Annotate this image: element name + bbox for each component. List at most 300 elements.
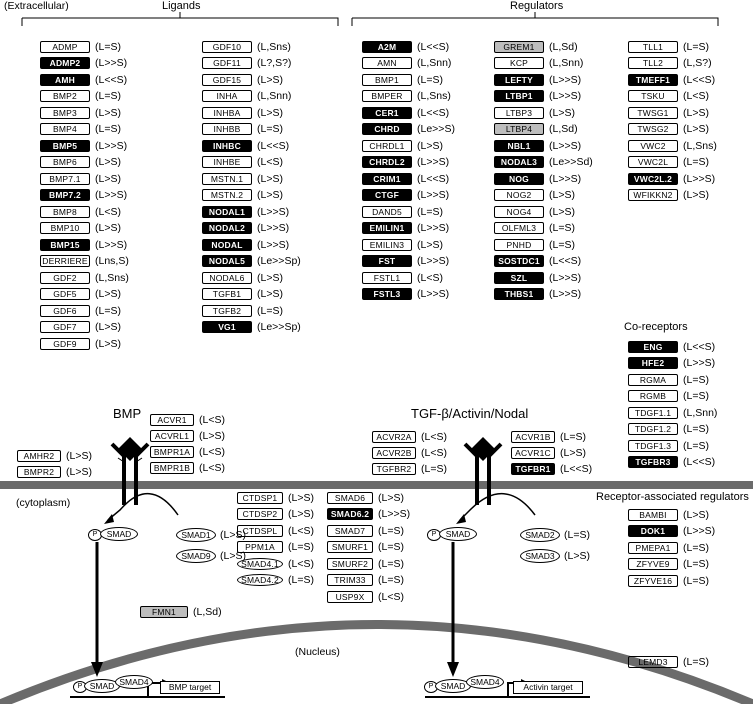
gene-expression-value: (L<<S) <box>560 462 593 475</box>
gene-row <box>494 171 581 186</box>
nucleus-label: (Nucleus) <box>295 646 340 658</box>
tgf-smad-oval: SMAD <box>439 527 477 541</box>
gene-row <box>327 523 404 538</box>
gene-box: ACVR1C <box>511 447 555 459</box>
gene-expression-value: (L<S) <box>421 446 447 459</box>
gene-row <box>202 320 301 335</box>
extracellular-label: (Extracellular) <box>4 0 69 12</box>
gene-row <box>362 270 443 285</box>
gene-row <box>40 89 121 104</box>
gene-box: INHBB <box>202 123 252 135</box>
gene-expression-value: (L=S) <box>417 205 443 218</box>
gene-row <box>494 221 575 236</box>
gene-row <box>202 303 283 318</box>
gene-row <box>372 461 447 476</box>
gene-box: GDF7 <box>40 321 90 333</box>
gene-expression-value: (L<<S) <box>683 456 716 468</box>
gene-box: OLFML3 <box>494 222 544 234</box>
gene-box: EMILIN1 <box>362 222 412 234</box>
tgf-phospho-arrow <box>460 494 535 520</box>
gene-box: BAMBI <box>628 509 678 521</box>
cytoplasm-label: (cytoplasm) <box>16 497 71 509</box>
gene-expression-value: (L=S) <box>560 430 586 443</box>
activin-target-box: Activin target <box>513 681 583 694</box>
gene-box: DERRIERE <box>40 255 90 267</box>
gene-box: INHBA <box>202 107 252 119</box>
gene-expression-value: (L=S) <box>549 222 575 234</box>
gene-expression-lemd3: (L=S) <box>683 655 709 668</box>
gene-box: GDF2 <box>40 272 90 284</box>
gene-row <box>40 171 121 186</box>
gene-row <box>362 122 455 137</box>
gene-expression-value: (L>>S) <box>683 172 716 185</box>
gene-row <box>628 138 717 153</box>
gene-expression-value: (L>S) <box>683 123 709 135</box>
gene-box: VG1 <box>202 321 252 333</box>
gene-expression-value: (Le>>Sd) <box>549 156 593 168</box>
gene-row <box>327 589 404 604</box>
gene-row <box>494 287 581 302</box>
gene-row <box>202 171 283 186</box>
gene-box: ACVR1B <box>511 431 555 443</box>
gene-box: TDGF1.3 <box>628 440 678 452</box>
bmp-phospho-arrow <box>108 494 178 520</box>
gene-expression-value: (L>S) <box>378 491 404 504</box>
gene-row <box>202 39 291 54</box>
gene-expression-value: (L,Sd) <box>549 123 578 135</box>
gene-row <box>327 540 404 555</box>
gene-expression-value: (L>>S) <box>683 357 716 369</box>
ligands-bracket <box>22 12 338 26</box>
gene-box: TWSG1 <box>628 107 678 119</box>
gene-expression-value: (L>>S) <box>378 508 411 520</box>
gene-box: FST <box>362 255 412 267</box>
gene-box: TGFBR2 <box>372 463 416 475</box>
gene-row <box>628 507 709 522</box>
gene-box: NOG4 <box>494 206 544 218</box>
gene-row <box>494 204 575 219</box>
gene-expression-value: (L=S) <box>288 541 314 553</box>
gene-box: THBS1 <box>494 288 544 300</box>
receptor-regulators-header: Receptor-associated regulators <box>596 491 749 503</box>
gene-expression-value: (L=S) <box>257 123 283 135</box>
gene-row <box>237 573 314 588</box>
gene-expression-value: (L>S) <box>683 508 709 521</box>
gene-box: BMP6 <box>40 156 90 168</box>
gene-expression-value: (L=S) <box>417 73 443 86</box>
rsmad-oval: SMAD2 <box>520 528 560 542</box>
gene-box: USP9X <box>327 591 373 603</box>
gene-expression-value: (L>S) <box>560 446 586 459</box>
gene-expression-value: (L>S) <box>417 238 443 251</box>
gene-box: SMURF2 <box>327 558 373 570</box>
gene-row <box>40 72 127 87</box>
gene-expression-value: (L>>S) <box>417 222 450 234</box>
gene-box: NODAL <box>202 239 252 251</box>
gene-box: RGMA <box>628 374 678 386</box>
gene-row <box>628 56 712 71</box>
gene-box: GDF11 <box>202 57 252 69</box>
gene-row <box>237 556 314 571</box>
gene-box: CHRD <box>362 123 412 135</box>
gene-expression-value: (L>>S) <box>95 57 128 69</box>
gene-expression-value: (L>>S) <box>417 288 450 300</box>
gene-row <box>17 464 92 479</box>
gene-expression-value: (Lns,S) <box>95 255 129 267</box>
gene-expression-value: (L,Snn) <box>549 57 584 69</box>
rsmad-expression-value: (L>S) <box>220 550 246 562</box>
gene-box: HFE2 <box>628 357 678 369</box>
gene-row <box>628 372 709 387</box>
cell-membrane <box>0 481 753 489</box>
gene-expression-value: (L>S) <box>549 205 575 218</box>
gene-expression-value: (L>S) <box>66 449 92 462</box>
gene-row <box>202 270 283 285</box>
gene-expression-value: (L>S) <box>95 106 121 119</box>
fmn1-item <box>140 604 222 619</box>
gene-expression-value: (L<S) <box>378 590 404 603</box>
gene-box: TDGF1.2 <box>628 423 678 435</box>
gene-row <box>494 270 581 285</box>
gene-box: RGMB <box>628 390 678 402</box>
gene-row <box>40 336 121 351</box>
gene-expression-value: (L=S) <box>683 423 709 435</box>
gene-row <box>628 389 709 404</box>
gene-row <box>202 72 283 87</box>
rsmad-expression-value: (L=S) <box>564 529 590 541</box>
gene-row <box>628 455 715 470</box>
gene-row <box>237 507 314 522</box>
gene-box: ZFYVE9 <box>628 558 678 570</box>
gene-row <box>628 438 709 453</box>
gene-box: NODAL5 <box>202 255 252 267</box>
gene-row <box>494 89 581 104</box>
rsmad-expression-value: (L>S) <box>220 529 246 541</box>
gene-expression-value: (L>>S) <box>257 205 290 218</box>
gene-expression-value: (L>>S) <box>549 288 582 300</box>
gene-expression-value: (Le>>Sp) <box>257 255 301 267</box>
bmp-nuclear-smad: SMAD <box>84 679 120 693</box>
gene-expression-value: (L,Snn) <box>683 406 718 419</box>
bmp-nuclear-smad4: SMAD4 <box>115 675 153 689</box>
gene-expression-value: (L>S) <box>549 189 575 201</box>
gene-box: SZL <box>494 272 544 284</box>
gene-expression-value: (L=S) <box>683 574 709 587</box>
gene-box: DOK1 <box>628 525 678 537</box>
gene-expression-value: (L<<S) <box>549 255 582 267</box>
gene-expression-value: (L>>S) <box>549 90 582 102</box>
rsmad-oval: SMAD9 <box>176 549 216 563</box>
gene-row <box>40 287 121 302</box>
gene-box: SMURF1 <box>327 541 373 553</box>
gene-box: CRIM1 <box>362 173 412 185</box>
gene-box: INHBE <box>202 156 252 168</box>
gene-row <box>362 221 449 236</box>
gene-row <box>202 56 291 71</box>
gene-row <box>237 540 314 555</box>
gene-expression-value: (L=S) <box>421 462 447 475</box>
gene-expression-value: (L>S) <box>199 429 225 442</box>
gene-box: NOG2 <box>494 189 544 201</box>
gene-box: TGFBR3 <box>628 456 678 468</box>
gene-expression-value: (L>>S) <box>549 172 582 185</box>
gene-box: TMEFF1 <box>628 74 678 86</box>
gene-box: TSKU <box>628 90 678 102</box>
coreceptors-header: Co-receptors <box>624 321 688 333</box>
gene-box: TLL2 <box>628 57 678 69</box>
gene-expression-value: (L,Snn) <box>417 57 452 69</box>
gene-box: FSTL3 <box>362 288 412 300</box>
gene-box: BMPR1A <box>150 446 194 458</box>
gene-expression-value: (L>>S) <box>257 222 290 234</box>
gene-box: GDF10 <box>202 41 252 53</box>
gene-row <box>40 155 121 170</box>
gene-row <box>511 445 586 460</box>
gene-expression-value: (L>S) <box>683 189 709 201</box>
gene-box: ENG <box>628 341 678 353</box>
gene-expression-value: (L=S) <box>378 524 404 537</box>
gene-box: SMAD4.1 <box>237 558 283 570</box>
tgf-phosphate-icon: P <box>427 529 441 541</box>
gene-row <box>628 155 709 170</box>
gene-row <box>150 444 225 459</box>
gene-box: DAND5 <box>362 206 412 218</box>
gene-row <box>362 72 443 87</box>
gene-expression-value: (L<<S) <box>417 40 450 53</box>
gene-row <box>362 56 451 71</box>
gene-expression-value: (L<S) <box>199 461 225 474</box>
gene-expression-value: (L=S) <box>95 40 121 53</box>
gene-expression-value: (L=S) <box>683 373 709 386</box>
gene-row <box>494 56 583 71</box>
gene-row <box>628 72 715 87</box>
gene-box: MSTN.1 <box>202 173 252 185</box>
gene-expression-value: (L<<S) <box>683 73 716 86</box>
gene-row <box>150 460 225 475</box>
gene-expression-value: (L>S) <box>257 172 283 185</box>
gene-expression-value: (L,Sns) <box>417 90 451 102</box>
gene-box: VWC2L <box>628 156 678 168</box>
gene-row <box>362 254 449 269</box>
gene-box: BMP15 <box>40 239 90 251</box>
gene-row <box>40 254 129 269</box>
gene-expression-value: (L>S) <box>66 465 92 478</box>
gene-expression-value: (L>>S) <box>549 73 582 86</box>
gene-row <box>628 422 709 437</box>
gene-row <box>628 89 709 104</box>
gene-expression-value: (Le>>Sp) <box>257 321 301 333</box>
gene-box: CTDSP2 <box>237 508 283 520</box>
gene-expression-value: (L=S) <box>683 558 709 570</box>
gene-box: BMP10 <box>40 222 90 234</box>
gene-box: BMP3 <box>40 107 90 119</box>
gene-row <box>494 138 581 153</box>
gene-box: LEFTY <box>494 74 544 86</box>
gene-expression-value: (L>S) <box>95 172 121 185</box>
gene-row <box>202 237 289 252</box>
gene-row <box>40 270 129 285</box>
gene-box: VWC2 <box>628 140 678 152</box>
gene-box: NODAL3 <box>494 156 544 168</box>
gene-expression-value: (L,Sd) <box>549 40 578 53</box>
regulators-bracket <box>352 12 718 26</box>
gene-row <box>202 155 283 170</box>
gene-row <box>628 339 715 354</box>
gene-expression-value: (L=S) <box>288 574 314 586</box>
gene-box: SOSTDC1 <box>494 255 544 267</box>
bmp-phosphate-icon: P <box>88 529 102 541</box>
gene-expression-value: (L<S) <box>683 90 709 102</box>
gene-box: SMAD6.2 <box>327 508 373 520</box>
gene-row <box>202 254 301 269</box>
gene-box: KCP <box>494 57 544 69</box>
gene-expression-fmn1: (L,Sd) <box>193 605 222 618</box>
gene-expression-value: (L<S) <box>95 205 121 218</box>
gene-row <box>202 287 283 302</box>
gene-box: NODAL6 <box>202 272 252 284</box>
gene-expression-value: (L>S) <box>683 106 709 119</box>
gene-row <box>628 122 709 137</box>
gene-box: BMPR1B <box>150 462 194 474</box>
gene-box: LTBP4 <box>494 123 544 135</box>
gene-expression-value: (L<S) <box>199 445 225 458</box>
gene-box: ZFYVE16 <box>628 575 678 587</box>
gene-row <box>362 39 449 54</box>
gene-box: MSTN.2 <box>202 189 252 201</box>
gene-box: CHRDL2 <box>362 156 412 168</box>
gene-expression-value: (L>>S) <box>417 156 450 168</box>
gene-expression-value: (L<<S) <box>257 139 290 152</box>
gene-expression-value: (L>S) <box>95 156 121 168</box>
lemd3-item <box>628 654 709 669</box>
gene-row <box>628 573 709 588</box>
gene-expression-value: (L<S) <box>417 271 443 284</box>
rsmad-expression-value: (L>S) <box>564 550 590 562</box>
gene-box: AMHR2 <box>17 450 61 462</box>
gene-row <box>40 188 127 203</box>
gene-expression-value: (L<S) <box>421 430 447 443</box>
gene-row <box>362 188 449 203</box>
gene-row <box>362 155 449 170</box>
gene-expression-value: (L>>S) <box>95 139 128 152</box>
gene-row <box>494 188 575 203</box>
gene-row <box>202 89 291 104</box>
gene-row <box>327 490 404 505</box>
gene-expression-value: (L?,S?) <box>257 57 292 69</box>
gene-row <box>362 171 449 186</box>
bmp-target-box: BMP target <box>160 681 220 694</box>
gene-expression-value: (L=S) <box>95 123 121 135</box>
rsmad-oval: SMAD3 <box>520 549 560 563</box>
tgf-label: TGF-β/Activin/Nodal <box>411 406 529 421</box>
gene-box: VWC2L.2 <box>628 173 678 185</box>
gene-row <box>362 287 449 302</box>
gene-box: BMP8 <box>40 206 90 218</box>
gene-row <box>327 573 404 588</box>
gene-box: CTDSPL <box>237 525 283 537</box>
gene-box: CTGF <box>362 189 412 201</box>
gene-box: BMP2 <box>40 90 90 102</box>
gene-expression-value: (L>>S) <box>417 189 450 201</box>
gene-box: GREM1 <box>494 41 544 53</box>
gene-box: ACVR1 <box>150 414 194 426</box>
gene-row <box>628 105 709 120</box>
gene-box: BMP7.1 <box>40 173 90 185</box>
gene-row <box>511 461 592 476</box>
gene-expression-value: (L,Sns) <box>257 40 291 53</box>
gene-box: GDF15 <box>202 74 252 86</box>
bmp-label: BMP <box>113 406 142 421</box>
gene-expression-value: (L=S) <box>95 90 121 102</box>
gene-row <box>494 72 581 87</box>
gene-row <box>40 39 121 54</box>
gene-box: ACVRL1 <box>150 430 194 442</box>
gene-expression-value: (L=S) <box>378 557 404 570</box>
gene-row <box>237 490 314 505</box>
gene-box: FSTL1 <box>362 272 412 284</box>
ligands-header: Ligands <box>162 0 201 12</box>
gene-row <box>494 39 578 54</box>
gene-expression-value: (L=S) <box>683 156 709 168</box>
gene-expression-value: (L>S) <box>95 288 121 300</box>
gene-box: ADMP2 <box>40 57 90 69</box>
gene-row <box>628 540 709 555</box>
gene-row <box>494 254 581 269</box>
gene-expression-value: (L>>S) <box>549 139 582 152</box>
gene-row <box>202 138 289 153</box>
gene-expression-value: (L>S) <box>257 288 283 300</box>
gene-expression-value: (L>S) <box>257 271 283 284</box>
gene-box: GDF6 <box>40 305 90 317</box>
gene-box: TGFBR1 <box>511 463 555 475</box>
gene-row <box>362 204 443 219</box>
gene-box: TGFB1 <box>202 288 252 300</box>
gene-row <box>494 122 578 137</box>
gene-row <box>327 556 404 571</box>
gene-box: CTDSP1 <box>237 492 283 504</box>
gene-expression-value: (L<S) <box>257 156 283 168</box>
gene-expression-value: (L,S?) <box>683 57 712 69</box>
gene-expression-value: (L>S) <box>257 73 283 86</box>
tgf-nuclear-phosphate-icon: P <box>424 681 438 693</box>
gene-row <box>494 105 575 120</box>
gene-expression-value: (L>S) <box>95 337 121 350</box>
gene-box: INHA <box>202 90 252 102</box>
gene-row <box>17 448 92 463</box>
gene-row <box>628 524 715 539</box>
gene-box: BMP7.2 <box>40 189 90 201</box>
gene-row <box>628 557 709 572</box>
gene-row <box>202 105 283 120</box>
gene-expression-value: (Le>>S) <box>417 123 455 135</box>
gene-expression-value: (L,Snn) <box>257 90 292 102</box>
gene-box: GDF5 <box>40 288 90 300</box>
gene-box: BMPR2 <box>17 466 61 478</box>
gene-expression-value: (L<S) <box>288 557 314 570</box>
gene-box: BMP1 <box>362 74 412 86</box>
gene-expression-value: (L>S) <box>95 222 121 234</box>
gene-box: SMAD6 <box>327 492 373 504</box>
gene-row <box>202 122 283 137</box>
gene-row <box>511 429 586 444</box>
gene-row <box>40 320 121 335</box>
gene-row <box>494 237 575 252</box>
tgf-nuclear-smad: SMAD <box>435 679 471 693</box>
gene-box-fmn1: FMN1 <box>140 606 188 618</box>
gene-expression-value: (L<<S) <box>95 73 128 86</box>
gene-expression-value: (L=S) <box>683 40 709 53</box>
gene-expression-value: (L>S) <box>417 139 443 152</box>
